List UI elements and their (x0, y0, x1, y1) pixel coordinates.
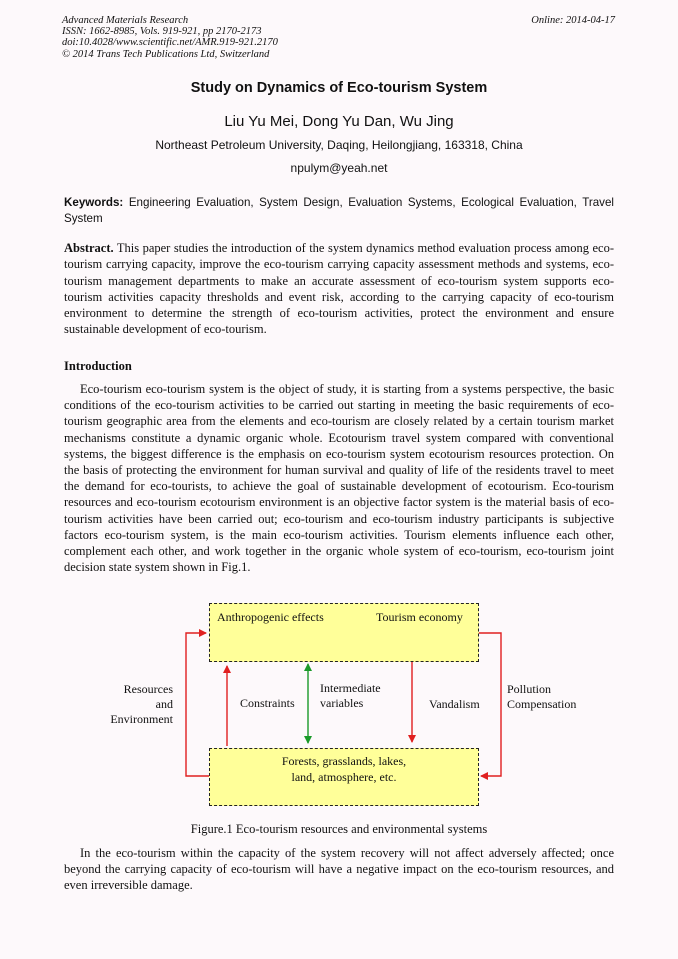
abstract-label: Abstract. (64, 241, 114, 255)
keywords-label: Keywords: (64, 196, 124, 209)
pollution-line1: Pollution (507, 682, 552, 696)
resources-line1: Resources (123, 682, 173, 696)
paper-title: Study on Dynamics of Eco-tourism System (190, 80, 488, 96)
constraints-label: Constraints (240, 696, 295, 710)
keywords-text: Engineering Evaluation, System Design, Evaluation Systems, Ecological Evaluation, Travel System (64, 196, 614, 225)
bottom-box (209, 748, 479, 806)
top-box (209, 603, 479, 662)
paper-authors: Liu Yu Mei, Dong Yu Dan, Wu Jing (224, 113, 454, 130)
bottom-box-line1: Forests, grasslands, lakes, (281, 754, 407, 768)
pollution-label (507, 682, 576, 712)
journal-header (62, 15, 278, 60)
tourism-economy-label: Tourism economy (376, 610, 463, 624)
abstract-block (64, 240, 614, 338)
after-figure-paragraph: In the eco-tourism within the capacity of the system recovery will not affect adversely affected; once beyond the carrying capacity of eco-tourism will have a negative impact on the eco-tourism resources, and even irreversible damage. (64, 846, 614, 893)
journal-name: Advanced Materials Research (62, 15, 189, 26)
figure-caption: Figure.1 Eco-tourism resources and environmental systems (190, 822, 488, 836)
pollution-line2: Compensation (507, 697, 577, 711)
vandalism-label: Vandalism (429, 697, 480, 711)
intermediate-label (320, 681, 381, 711)
resources-line3: Environment (110, 712, 173, 726)
online-date: Online: 2014-04-17 (531, 15, 615, 26)
bottom-box-line2: land, atmosphere, etc. (291, 770, 397, 784)
keywords-block (64, 195, 614, 226)
journal-copyright: © 2014 Trans Tech Publications Ltd, Switzerland (62, 48, 270, 60)
intro-paragraph: Eco-tourism eco-tourism system is the object of study, it is starting from a systems perspective, the basic conditions of the eco-tourism activities to be carried out starting in meeting the basic requirements of eco-tourism geographic area from the elements and eco-tourism are closely related by a certain tourism market mechanisms constitute a dynamic organic whole. Ecotourism travel system compared with conventional systems, the biggest difference is the emphasis on eco-tourism system ecotourism resources protection. On the basis of protecting the environment for human survival and quality of life of the residents travel to meet the demand for eco-tourists, to achieve the goal of sustainable development of ecotourism. Eco-tourism resources and eco-tourism ecotourism environment is an objective factor system is the material basis of eco-tourism activities have been carried out; eco-tourism and eco-tourism industry participants is subjective factors eco-tourism system, is the main eco-tourism activities. Tourism elements influence each other, complement each other, and work together in the organic whole system of eco-tourism, eco-tourism joint decision state system shown in Fig.1. (64, 382, 614, 575)
resources-line2: and (155, 697, 173, 711)
paper-affiliation: Northeast Petroleum University, Daqing, Heilongjiang, 163318, China (155, 138, 523, 152)
anthropogenic-label: Anthropogenic effects (217, 610, 324, 624)
intro-heading: Introduction (64, 359, 132, 373)
resources-label (96, 682, 173, 727)
intermediate-line1: Intermediate (320, 681, 381, 695)
paper-email: npulym@yeah.net (290, 161, 388, 175)
journal-doi: doi:10.4028/www.scientific.net/AMR.919-921.2170 (62, 37, 278, 49)
right-loop-arrow (478, 633, 501, 776)
journal-issn: ISSN: 1662-8985, Vols. 919-921, pp 2170-2173 (62, 26, 262, 38)
abstract-text: This paper studies the introduction of the system dynamics method evaluation process among eco-tourism carrying capacity, improve the eco-tourism carrying capacity assessment methods and systems, eco-tourism management departments to make an accurate assessment of eco-tourism system supports eco-tourism activities capacity thresholds and event risk, according to the carrying capacity of eco-tourism environment to determine the strength of eco-tourism activities, protect the environment and ensure sustainable development of eco-tourism. (64, 241, 614, 337)
left-loop-arrow (186, 633, 209, 776)
intermediate-line2: variables (320, 696, 364, 710)
